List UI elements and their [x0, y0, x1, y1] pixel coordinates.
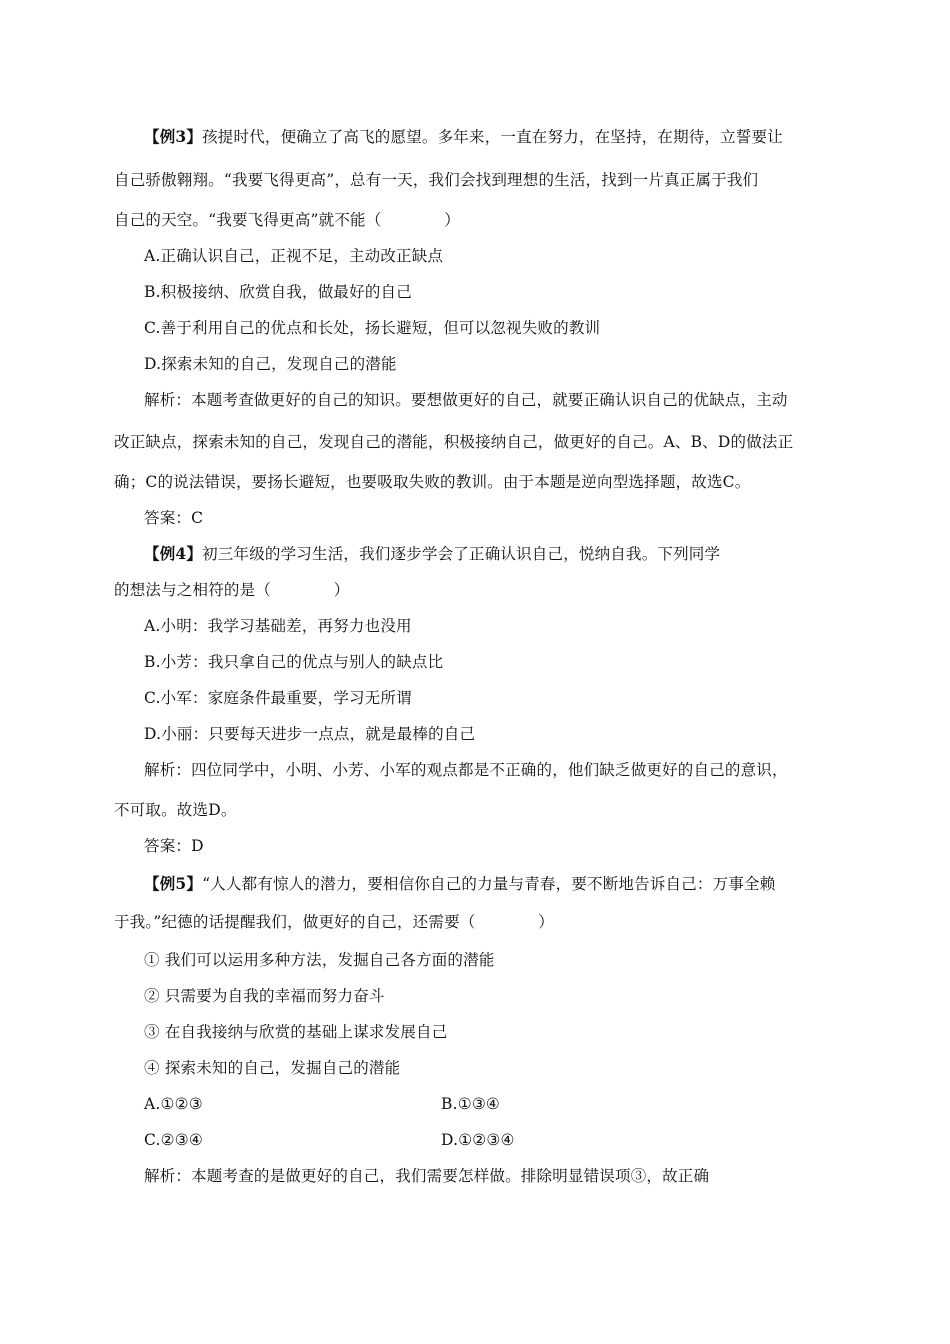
example-5-option-c: C.②③④ — [144, 1131, 203, 1149]
example-4-stem-line-2: 的想法与之相符的是（ ） — [114, 581, 350, 599]
example-5-tag: 【例5】 — [144, 874, 203, 893]
example-5-item-2: ② 只需要为自我的幸福而努力奋斗 — [144, 987, 385, 1005]
example-3-stem-text-1: 孩提时代，便确立了高飞的愿望。多年来，一直在努力，在坚持，在期待，立誓要让 — [202, 128, 783, 146]
example-3-option-a: A.正确认识自己，正视不足，主动改正缺点 — [144, 247, 444, 265]
example-3-answer: 答案：C — [144, 509, 204, 527]
example-5-option-d: D.①②③④ — [441, 1131, 515, 1149]
example-3-analysis-line-1: 解析：本题考查做更好的自己的知识。要想做更好的自己，就要正确认识自己的优缺点，主动 — [144, 391, 788, 409]
example-3-option-d: D.探索未知的自己，发现自己的潜能 — [144, 355, 397, 373]
example-5-item-3: ③ 在自我接纳与欣赏的基础上谋求发展自己 — [144, 1023, 448, 1041]
example-5-stem-text-1: “人人都有惊人的潜力，要相信你自己的力量与青春，要不断地告诉自己：万事全赖 — [202, 875, 776, 893]
example-4-option-a: A.小明：我学习基础差，再努力也没用 — [144, 617, 412, 635]
example-4-tag: 【例4】 — [144, 544, 203, 563]
example-4-stem-line-1 — [144, 544, 720, 564]
example-4-option-b: B.小芳：我只拿自己的优点与别人的缺点比 — [144, 653, 444, 671]
example-3-tag: 【例3】 — [144, 127, 203, 146]
example-5-item-1: ① 我们可以运用多种方法，发掘自己各方面的潜能 — [144, 951, 495, 969]
example-4-option-d: D.小丽：只要每天进步一点点，就是最棒的自己 — [144, 725, 476, 743]
example-3-option-b: B.积极接纳、欣赏自我，做最好的自己 — [144, 283, 412, 301]
example-5-stem-line-2: 于我。”纪德的话提醒我们，做更好的自己，还需要（ ） — [114, 913, 554, 931]
example-5-analysis-line-1: 解析：本题考查的是做更好的自己，我们需要怎样做。排除明显错误项③，故正确 — [144, 1167, 710, 1185]
example-3-analysis-line-2: 改正缺点，探索未知的自己，发现自己的潜能，积极接纳自己，做更好的自己。A、B、D的做法正 — [114, 433, 794, 451]
example-4-answer: 答案：D — [144, 837, 204, 855]
example-3-stem-line-1 — [144, 127, 783, 147]
example-4-option-c: C.小军：家庭条件最重要，学习无所谓 — [144, 689, 412, 707]
example-4-analysis-line-2: 不可取。故选D。 — [114, 801, 237, 819]
example-3-stem-line-3: 自己的天空。“我要飞得更高”就不能（ ） — [114, 211, 460, 229]
example-3-stem-line-2: 自己骄傲翱翔。“我要飞得更高”，总有一天，我们会找到理想的生活，找到一片真正属于我们 — [114, 171, 759, 189]
example-3-analysis-line-3: 确；C的说法错误，要扬长避短，也要吸取失败的教训。由于本题是逆向型选择题，故选C。 — [114, 473, 751, 491]
example-5-stem-line-1 — [144, 874, 775, 894]
example-4-stem-text-1: 初三年级的学习生活，我们逐步学会了正确认识自己，悦纳自我。下列同学 — [202, 545, 721, 563]
example-5-option-b: B.①③④ — [441, 1095, 501, 1113]
example-3-option-c: C.善于利用自己的优点和长处，扬长避短，但可以忽视失败的教训 — [144, 319, 601, 337]
example-5-option-a: A.①②③ — [144, 1095, 203, 1113]
example-5-item-4: ④ 探索未知的自己，发掘自己的潜能 — [144, 1059, 401, 1077]
example-4-analysis-line-1: 解析：四位同学中，小明、小芳、小军的观点都是不正确的，他们缺乏做更好的自己的意识， — [144, 761, 788, 779]
